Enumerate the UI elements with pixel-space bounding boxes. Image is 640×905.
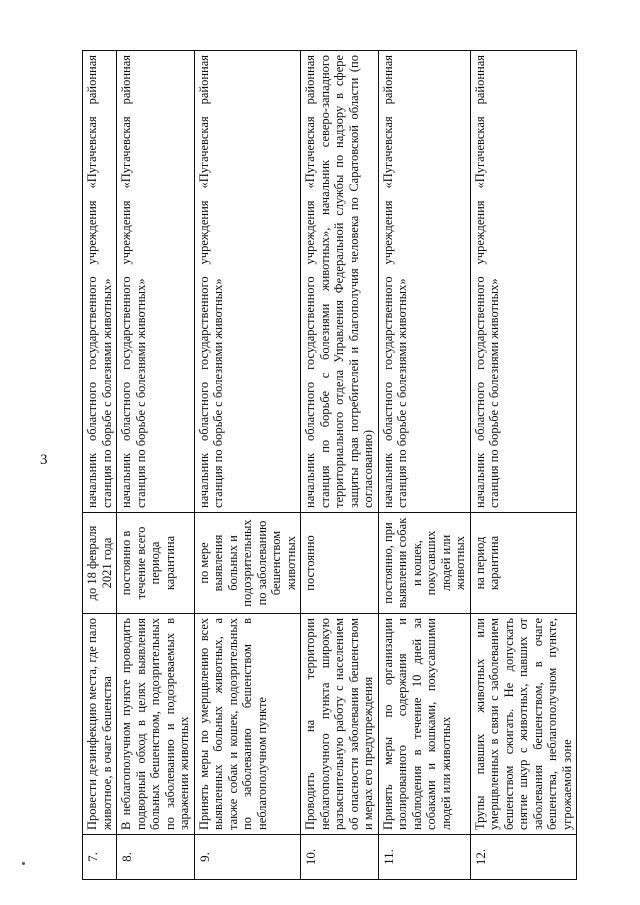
- responsible-text: начальник областного государственного учреждения «Пугачевская районная станция по борьбе с болезнями животных»: [470, 51, 577, 513]
- page-number: 3: [40, 452, 48, 468]
- row-number: 8.: [117, 835, 195, 880]
- table-row: [378, 51, 470, 880]
- row-number: 12.: [470, 835, 577, 880]
- table-row: [117, 51, 195, 880]
- responsible-text: начальник областного государственного учреждения «Пугачевская районная станция по борьбе с болезнями животных»: [194, 51, 301, 513]
- deadline-text: по мере выявления больных и подозрительных по заболеванию бешенством животных: [194, 513, 301, 614]
- measure-text: Принять меры по организации изолированного содержания и наблюдения в течение 10 дней за собаками и кошками, покусавшими людей или животных: [378, 614, 470, 835]
- measures-table-body: [83, 51, 577, 880]
- measure-text: Трупы павших животных или умерщвленных в связи с заболеванием бешенством сжигать. Не допускать снятие шкур с животных, павших от заболевания бешенством, в очаге бешенства, неблагополучном пункте, угрожаемой зоне: [470, 614, 577, 835]
- deadline-text: постоянно: [301, 513, 379, 614]
- responsible-text: начальник областного государственного учреждения «Пугачевская районная станция по борьбе с болезнями животных»: [117, 51, 195, 513]
- rotated-table-wrapper: [82, 50, 574, 880]
- table-row: [470, 51, 577, 880]
- responsible-text: начальник областного государственного учреждения «Пугачевская районная станция по борьбе с болезнями животных»: [83, 51, 117, 513]
- table-row: [83, 51, 117, 880]
- responsible-text: начальник областного государственного учреждения «Пугачевская районная станция по борьбе с болезнями животных», начальник северо-западного территориального отдела Управления Федеральной службы по надзору в сфере защиты прав потребителей и благополучия человека по Саратовской области (по согласованию): [301, 51, 379, 513]
- row-number: 10.: [301, 835, 379, 880]
- deadline-text: до 18 февраля 2021 года: [83, 513, 117, 614]
- measure-text: Проводить на территории неблагополучного пункта широкую разъяснительную работу с населением об опасности заболевания бешенством и мерах его предупреждения: [301, 614, 379, 835]
- measure-text: Принять меры по умерщвлению всех выявленных больных животных, а также собак и кошек, подозрительных по заболеванию бешенством в неблагополучном пункте: [194, 614, 301, 835]
- responsible-text: начальник областного государственного учреждения «Пугачевская районная станция по борьбе с болезнями животных»: [378, 51, 470, 513]
- deadline-text: на период карантина: [470, 513, 577, 614]
- row-number: 7.: [83, 835, 117, 880]
- scan-speck: [22, 862, 25, 865]
- row-number: 11.: [378, 835, 470, 880]
- deadline-text: постоянно в течение всего периода карантина: [117, 513, 195, 614]
- measure-text: В неблагополучном пункте проводить подворный обход в целях выявления больных бешенством, подозрительных по заболеванию и подозреваемых в заражении животных: [117, 614, 195, 835]
- table-row: [194, 51, 301, 880]
- row-number: 9.: [194, 835, 301, 880]
- measures-table: [82, 50, 577, 880]
- table-row: [301, 51, 379, 880]
- deadline-text: постоянно, при выявлении собак и кошек, покусавших людей или животных: [378, 513, 470, 614]
- measure-text: Провести дезинфекцию места, где пало животное, в очаге бешенства: [83, 614, 117, 835]
